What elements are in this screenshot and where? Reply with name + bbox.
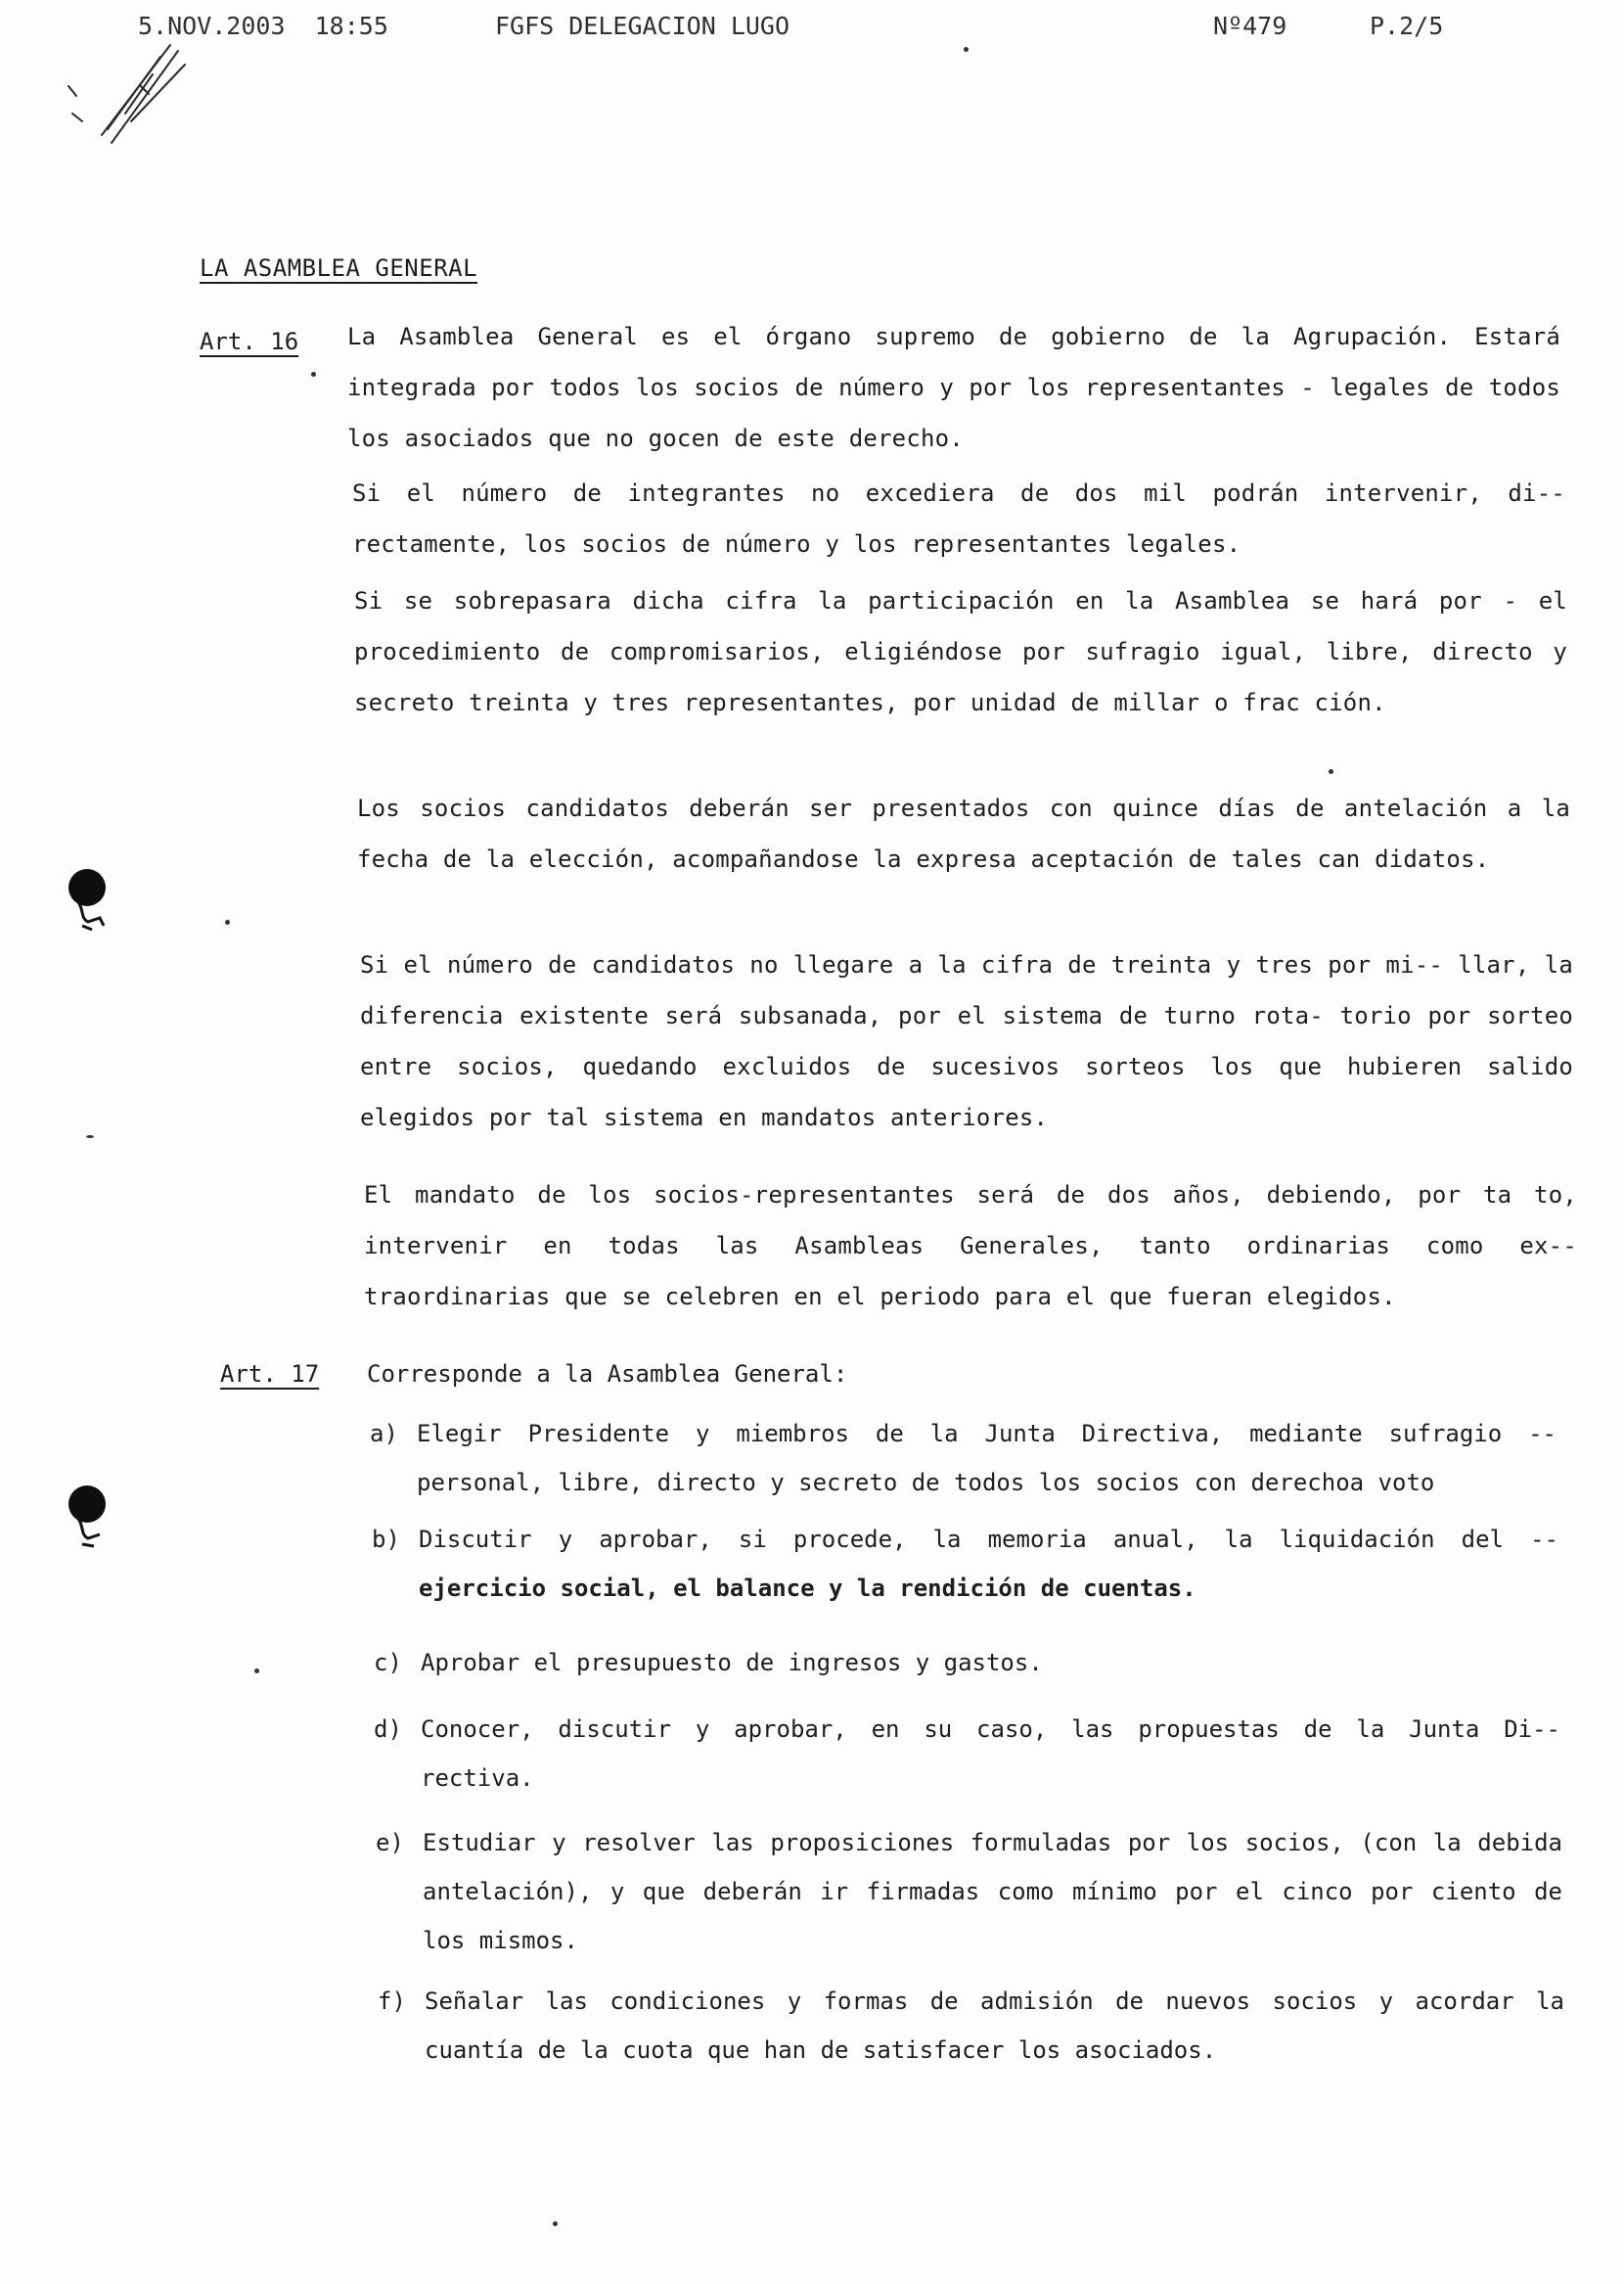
item-letter: e) <box>376 1829 404 1856</box>
item-text: Elegir Presidente y miembros de la Junta Directiva, mediante sufragio -- personal, libre, directo y secreto de todos los socios con derechoa voto <box>417 1420 1556 1496</box>
art17-item-a <box>370 1409 1558 1517</box>
fax-sender: FGFS DELEGACION LUGO <box>495 12 790 40</box>
section-title: LA ASAMBLEA GENERAL <box>200 254 478 282</box>
article-17-label: Art. 17 <box>220 1360 320 1388</box>
art17-item-b <box>372 1515 1560 1622</box>
art16-paragraph-6: El mandato de los socios-representantes será de dos años, debiendo, por ta to, intervenir en todas las Asambleas Generales, tanto ordinarias como ex-- traordinarias que se celebren en el periodo para el que fueran elegidos. <box>364 1181 1577 1310</box>
art17-item-e <box>376 1818 1564 1975</box>
scan-speck <box>964 47 969 52</box>
item-text: Señalar las condiciones y formas de admisión de nuevos socios y acordar la cuantía de la cuota que han de satisfacer los asociados. <box>425 1987 1564 2064</box>
fax-number: Nº479 <box>1213 12 1287 40</box>
item-text: Conocer, discutir y aprobar, en su caso, las propuestas de la Junta Di-- rectiva. <box>421 1715 1560 1792</box>
scan-speck <box>86 1135 94 1138</box>
scan-speck <box>225 920 230 925</box>
art17-intro: Corresponde a la Asamblea General: <box>367 1360 848 1388</box>
fax-time: 18:55 <box>314 12 388 40</box>
art16-paragraph-3: Si se sobrepasara dicha cifra la participación en la Asamblea se hará por - el procedimiento de compromisarios, eligiéndose por sufragio igual, libre, directo y secreto treinta y tres representantes, por unidad de millar o frac ción. <box>354 587 1567 716</box>
art17-item-d <box>374 1705 1562 1812</box>
scan-speck <box>1329 769 1333 774</box>
scan-speck <box>254 1668 259 1673</box>
fax-date-value: 5.NOV.2003 <box>138 12 286 40</box>
art17-item-c <box>374 1638 1562 1697</box>
item-text <box>419 1515 1558 1613</box>
fax-header <box>0 12 1624 45</box>
item-text: Aprobar el presupuesto de ingresos y gastos. <box>421 1649 1043 1676</box>
article-16-label: Art. 16 <box>200 328 299 355</box>
art16-paragraph-1: La Asamblea General es el órgano supremo de gobierno de la Agrupación. Estará integrada por todos los socios de número y por los representantes - legales de todos los asociados que no gocen de este derecho. <box>347 323 1560 452</box>
punch-hole-bottom-smudge <box>74 1517 113 1552</box>
item-text: Estudiar y resolver las proposiciones formuladas por los socios, (con la debida antelación), y que deberán ir firmadas como mínimo por el cinco por ciento de los mismos. <box>423 1829 1562 1954</box>
art16-paragraph-4: Los socios candidatos deberán ser presentados con quince días de antelación a la fecha de la elección, acompañandose la expresa aceptación de tales can didatos. <box>357 795 1570 873</box>
scan-speck <box>311 372 316 377</box>
item-letter: a) <box>370 1420 398 1447</box>
item-text-bold: ejercicio social, el balance y la rendición de cuentas. <box>419 1575 1196 1602</box>
art16-paragraph-2: Si el número de integrantes no excediera de dos mil podrán intervenir, di-- rectamente, los socios de número y los representantes legales. <box>352 480 1565 558</box>
item-text-regular: Discutir y aprobar, si procede, la memoria anual, la liquidación del -- <box>419 1526 1558 1553</box>
item-letter: c) <box>374 1649 402 1676</box>
item-letter: b) <box>372 1526 400 1553</box>
scan-speck <box>553 2221 558 2226</box>
pen-scribble-mark <box>43 27 239 164</box>
item-letter: f) <box>378 1987 406 2015</box>
art17-item-f <box>378 1977 1566 2084</box>
punch-hole-top-smudge <box>74 900 113 936</box>
art16-paragraph-5: Si el número de candidatos no llegare a la cifra de treinta y tres por mi-- llar, la diferencia existente será subsanada, por el sistema de turno rota- torio por sorteo entre socios, quedando excluidos de sucesivos sorteos los que hubieren salido elegidos por tal sistema en mandatos anteriores. <box>360 951 1573 1131</box>
fax-page-number: P.2/5 <box>1370 12 1444 40</box>
item-letter: d) <box>374 1715 402 1743</box>
